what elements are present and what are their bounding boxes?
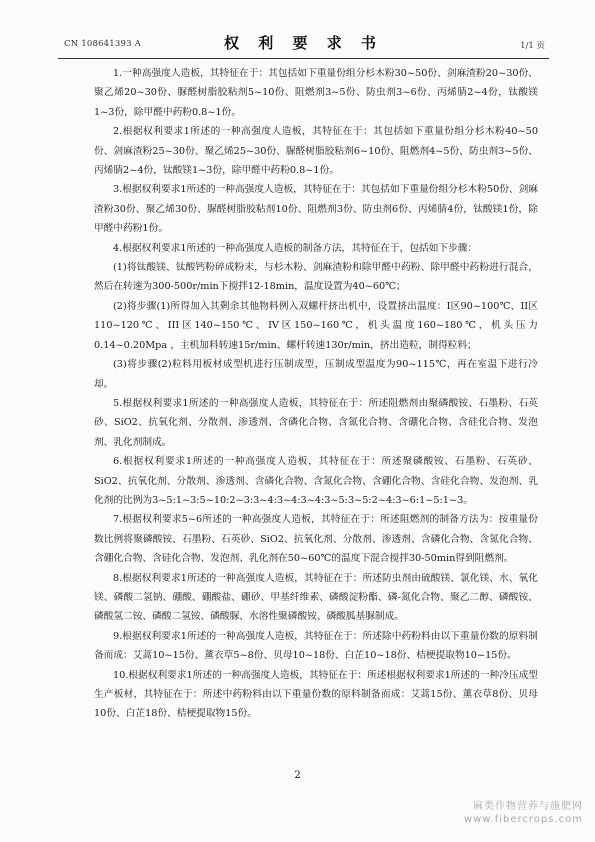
watermark-site-name: 麻类作物营养与施肥网 <box>473 801 583 812</box>
claim-7: 7.根据权利要求5~6所述的一种高强度人造板，其特征在于：所述阻燃剂的制备方法为：按重量份数比例将聚磷酸铵、石墨粉、石英砂、SiO2、抗氧化剂、分散剂、渗透剂、含磷化合物、含氮化合物、含硼化合物、含硅化合物、发泡剂、乳化剂在50~60℃的温度下混合搅拌30-50min得到阻燃剂。 <box>94 514 538 565</box>
watermark <box>464 800 583 826</box>
page-header <box>58 30 549 59</box>
document-title: 权 利 要 求 书 <box>224 34 383 52</box>
claim-2: 2.根据权利要求1所述的一种高强度人造板，其特征在于：其包括如下重量份组分杉木粉40~50份、剑麻渣粉25~30份、聚乙烯25~30份、脲醛树脂胶粘剂6~10份、阻燃剂4~5份、防虫剂3~5份、丙烯腈2~4份，钛酸镁1~3份，除甲醛中药粉0.8~1份。 <box>94 126 538 177</box>
watermark-url: www.fibercrops.com <box>463 814 583 825</box>
page-indicator: 1/1 页 <box>520 41 545 51</box>
claim-5: 5.根据权利要求1所述的一种高强度人造板，其特征在于：所述阻燃剂由聚磷酸铵、石墨粉、石英砂、SiO2、抗氧化剂、分散剂、渗透剂、含磷化合物、含氮化合物、含硼化合物、含硅化合物、发泡剂、乳化剂制成。 <box>94 397 538 448</box>
claim-8: 8.根据权利要求1所述的一种高强度人造板，其特征在于：所述防虫剂由硫酸镁、氯化镁、水、氧化镁、磷酸二氢钠、硼酸、硼酸盐、硼砂、甲基纤维素、磷酸淀粉酯、磷-氮化合物、聚乙二醇、磷酸铵、磷酸氢二铵、磷酸二氢铵、磷酸脲、水溶性聚磷酸铵、磷酸胍基脲制成。 <box>94 572 538 623</box>
claim-3: 3.根据权利要求1所述的一种高强度人造板，其特征在于：其包括如下重量份组分杉木粉50份、剑麻渣粉30份、聚乙烯30份、脲醛树脂胶粘剂10份、阻燃剂3份、防虫剂6份、丙烯腈4份，钛酸镁1份，除甲醛中药粉1份。 <box>94 184 538 235</box>
claim-4-step-2: (2)将步骤(1)所得加入其剩余其他物料例入双螺杆挤出机中，设置挤出温度：I区90~100℃、II区110~120℃、III区140~150℃、IV区150~160℃，机头温度160~180℃，机头压力0.14~0.20Mpa ，主机加料转速15r/min、螺杆转速130r/min，挤出造粒，制得粒料； <box>94 300 538 351</box>
claim-9: 9.根据权利要求1所述的一种高强度人造板，其特征在于：所述除中药粉料由以下重量份数的原料制备而成：艾蒿10~15份、薰衣草5~8份、贝母10~18份、白芷10~18份、桔梗提取物10~15份。 <box>94 630 538 662</box>
claim-4: 4.根据权利要求1所述的一种高强度人造板的制备方法，其特征在于，包括如下步骤： <box>113 242 478 254</box>
patent-number: CN 108641393 A <box>64 39 141 49</box>
page-number: 2 <box>294 770 301 781</box>
claims-body <box>94 64 538 724</box>
claim-6: 6.根据权利要求1所述的一种高强度人造板，其特征在于：所述聚磷酸铵、石墨粉、石英砂、SiO2、抗氧化剂、分散剂、渗透剂、含磷化合物、含氮化合物、含硼化合物、含硅化合物、发泡剂、乳化剂的比例为3~5:1~3:5~10:2~3:3~4:3~4:3~4:3~5:3~5:2~4:3~6:1~5:1~3。 <box>94 456 538 506</box>
claim-4-step-3: (3)将步骤(2)粒料用板材成型机进行压制成型，压制成型温度为90~115℃，再在室温下进行冷却。 <box>94 359 538 390</box>
claim-10: 10.根据权利要求1所述的一种高强度人造板，其特征在于：所述根据权利要求1所述的一种冷压成型生产板材，其特征在于：所述中药粉料由以下重量份数的原料制备而成：艾蒿15份、薰衣草8份、贝母10份、白芷18份、桔梗提取物15份。 <box>94 669 538 720</box>
claim-4-step-1: (1)将钛酸镁、钛酸钙粉碎成粉末，与杉木粉、剑麻渣粉和除甲醛中药粉、除甲醛中药粉进行混合，然后在转速为300-500r/min下搅拌12-18min，温度设置为40~60℃； <box>94 262 538 293</box>
claim-1: 1.一种高强度人造板，其特征在于：其包括如下重量份组分杉木粉30~50份、剑麻渣粉20~30份、聚乙烯20~30份、脲醛树脂胶粘剂5~10份、阻燃剂3~5份、防虫剂3~6份、丙烯腈2~4份，钛酸镁1~3份，除甲醛中药粉0.8~1份。 <box>94 68 538 118</box>
